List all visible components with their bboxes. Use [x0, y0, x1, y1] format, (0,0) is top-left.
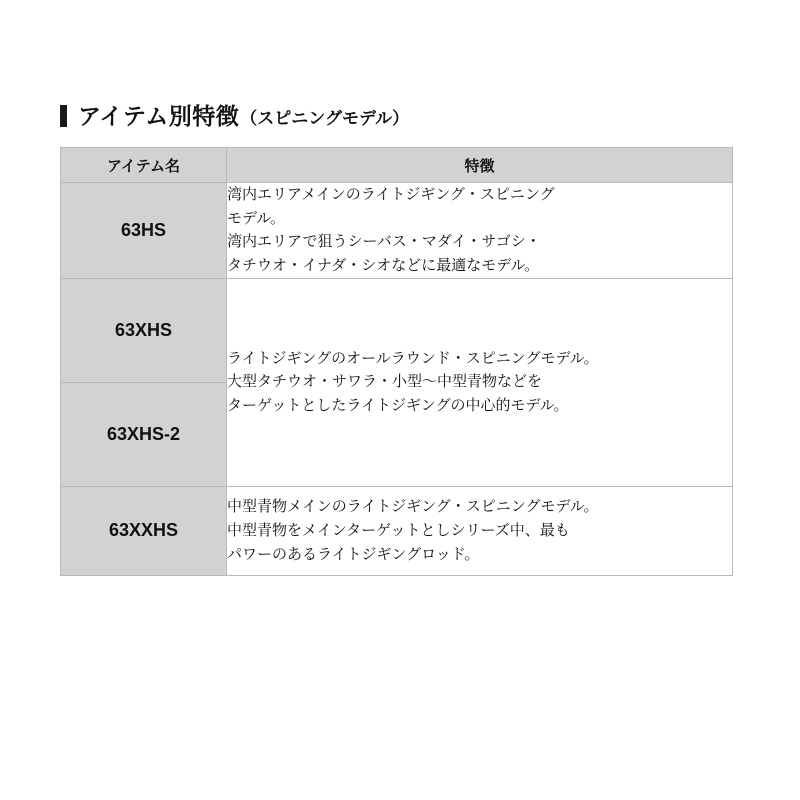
feature-line: 中型青物をメインターゲットとしシリーズ中、最も	[227, 521, 570, 539]
item-name-cell: 63XHS	[61, 278, 227, 382]
feature-cell	[227, 183, 733, 279]
feature-line: ターゲットとしたライトジギングの中心的モデル。	[227, 397, 569, 415]
feature-line: 湾内エリアメインのライトジギング・スピニング	[227, 186, 555, 203]
content-area	[60, 98, 740, 576]
feature-line: 湾内エリアで狙うシーバス・マダイ・サゴシ・	[227, 233, 541, 251]
feature-line: 大型タチウオ・サワラ・小型〜中型青物などを	[227, 373, 543, 391]
feature-line: パワーのあるライトジギングロッド。	[227, 545, 480, 563]
table-body	[61, 183, 733, 576]
item-name-cell: 63HS	[61, 183, 227, 279]
table-header	[61, 148, 733, 183]
feature-line: ライトジギングのオールラウンド・スピニングモデル。	[227, 349, 599, 367]
spec-table	[60, 147, 733, 576]
table-row	[61, 278, 733, 382]
feature-line: モデル。	[227, 209, 286, 227]
table-row	[61, 486, 733, 575]
section-heading	[60, 98, 740, 131]
feature-cell-merged	[227, 278, 733, 486]
item-name-cell: 63XXHS	[61, 486, 227, 575]
item-name-cell: 63XHS-2	[61, 382, 227, 486]
heading-title: アイテム別特徴	[78, 103, 240, 129]
heading-accent-bar	[60, 105, 67, 127]
feature-line: 中型青物メインのライトジギング・スピニングモデル。	[227, 498, 599, 516]
heading-subtitle: （スピニングモデル）	[240, 109, 410, 128]
column-header-item: アイテム名	[61, 148, 227, 183]
feature-line: タチウオ・イナダ・シオなどに最適なモデル。	[227, 257, 540, 275]
table-header-row	[61, 148, 733, 183]
feature-cell	[227, 486, 733, 575]
column-header-feature: 特徴	[227, 148, 733, 183]
table-row	[61, 183, 733, 279]
